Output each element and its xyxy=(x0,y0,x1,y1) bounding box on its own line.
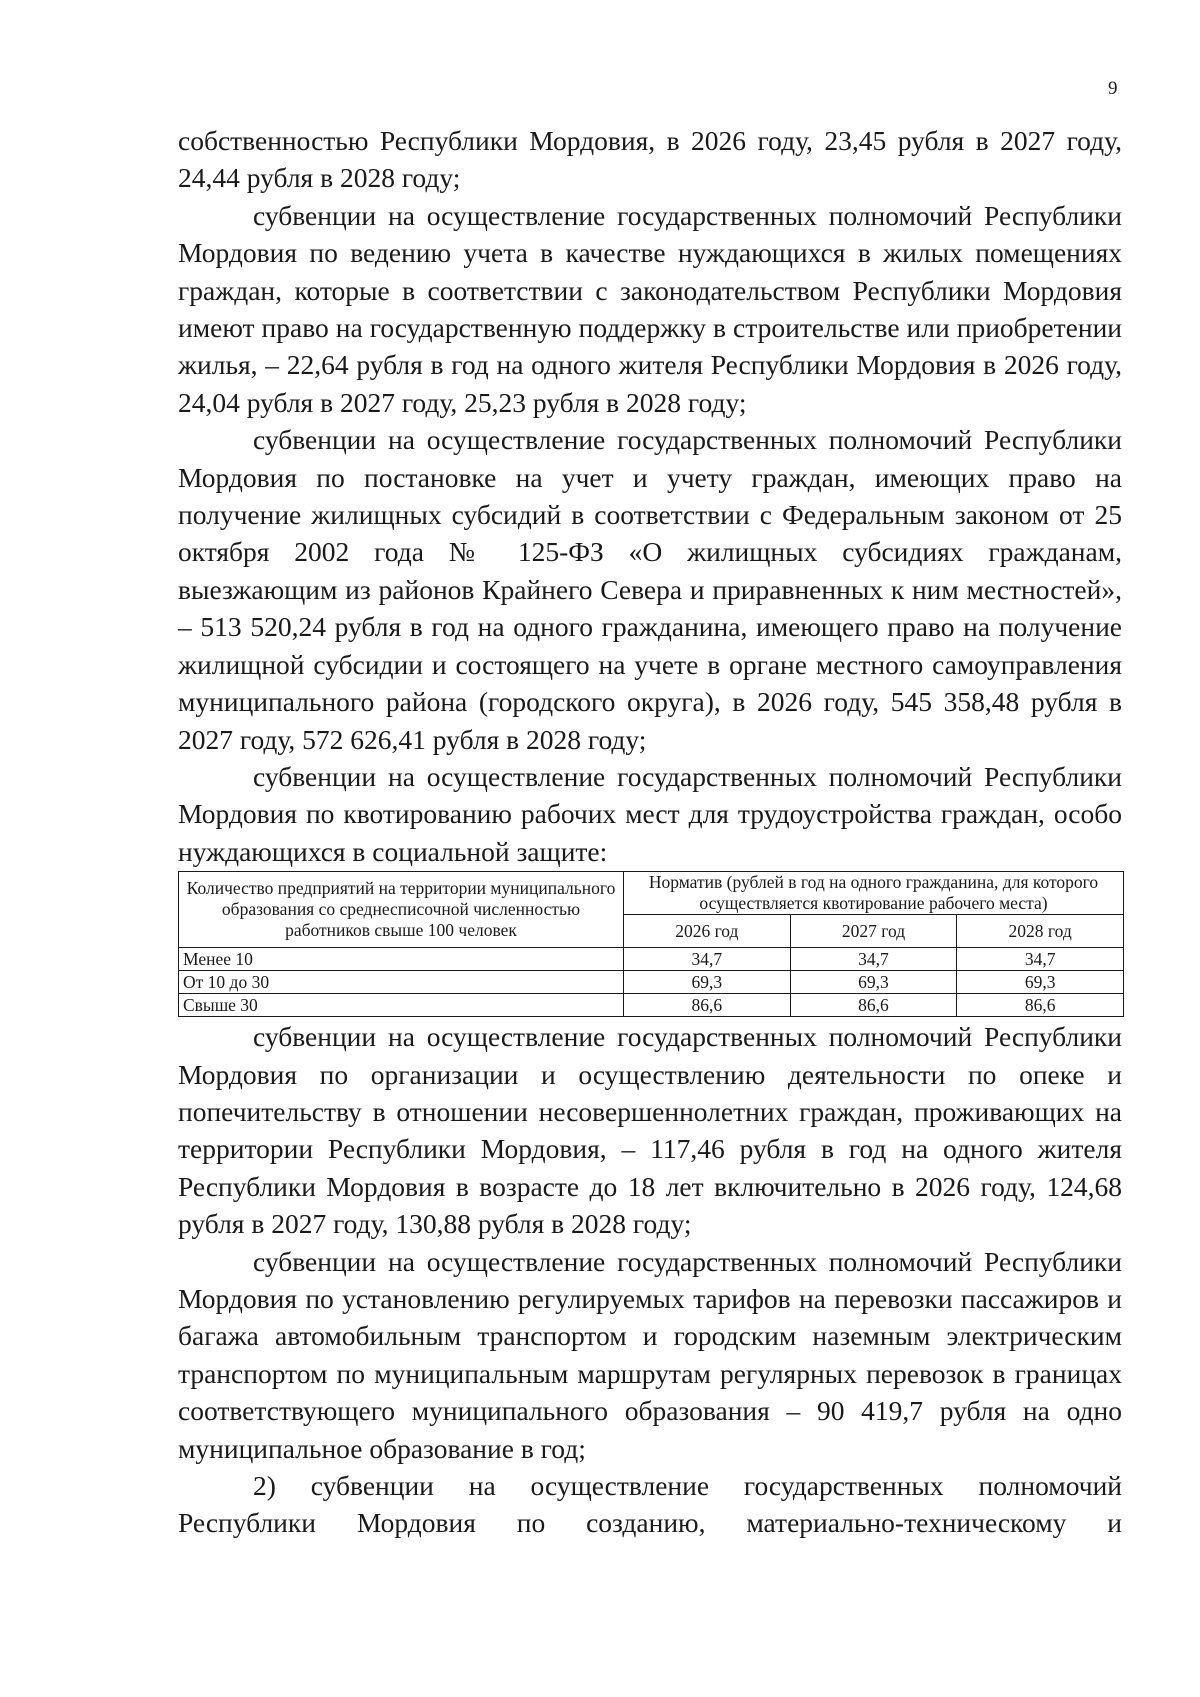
table-cell: 86,6 xyxy=(624,994,791,1017)
paragraph: 2) субвенции на осуществление государственных полномочий Республики Мордовия по созданию, материально-техническому и xyxy=(178,1470,1122,1539)
column-header-year: 2026 год xyxy=(624,915,791,948)
document-body xyxy=(178,122,1122,1542)
paragraph: субвенции на осуществление государственных полномочий Республики Мордовия по организации и осуществлению деятельности по опеке и попечительству в отношении несовершеннолетних граждан, проживающих на территории Республики Мордовия, – 117,46 рубля в год на одного жителя Республики Мордовия в возрасте до 18 лет включительно в 2026 году, 124,68 рубля в 2027 году, 130,88 рубля в 2028 году; xyxy=(178,1021,1122,1240)
column-header-year: 2027 год xyxy=(790,915,957,948)
table-row xyxy=(179,948,1124,971)
paragraph: субвенции на осуществление государственных полномочий Республики Мордовия по установлению регулируемых тарифов на перевозки пассажиров и багажа автомобильным транспортом и городским наземным электрическим транспортом по муниципальным маршрутам регулярных перевозок в границах соответствующего муниципального образования – 90 419,7 рубля на одно муниципальное образование в год; xyxy=(178,1245,1122,1464)
table-cell: 34,7 xyxy=(624,948,791,971)
row-label: Менее 10 xyxy=(179,948,624,971)
row-label: От 10 до 30 xyxy=(179,971,624,994)
row-label: Свыше 30 xyxy=(179,994,624,1017)
table-row xyxy=(179,971,1124,994)
table-cell: 69,3 xyxy=(624,971,791,994)
paragraph: субвенции на осуществление государственных полномочий Республики Мордовия по постановке на учет и учету граждан, имеющих право на получение жилищных субсидий в соответствии с Федеральным законом от 25 октября 2002 года № 125-ФЗ «О жилищных субсидиях гражданам, выезжающим из районов Крайнего Севера и приравненных к ним местностей», – 513 520,24 рубля в год на одного гражданина, имеющего право на получение жилищной субсидии и состоящего на учете в органе местного самоуправления муниципального района (городского округа), в 2026 году, 545 358,48 рубля в 2027 году, 572 626,41 рубля в 2028 году; xyxy=(178,424,1122,755)
table-cell: 69,3 xyxy=(957,971,1124,994)
table-cell: 69,3 xyxy=(790,971,957,994)
page-number: 9 xyxy=(1108,78,1118,99)
column-header-year: 2028 год xyxy=(957,915,1124,948)
paragraph: субвенции на осуществление государственных полномочий Республики Мордовия по квотированию рабочих мест для трудоустройства граждан, особо нуждающихся в социальной защите: xyxy=(178,760,1122,867)
table-cell: 34,7 xyxy=(957,948,1124,971)
quota-norm-table xyxy=(178,871,1124,1017)
paragraph: субвенции на осуществление государственных полномочий Республики Мордовия по ведению учета в качестве нуждающихся в жилых помещениях граждан, которые в соответствии с законодательством Республики Мордовия имеют право на государственную поддержку в строительстве или приобретении жилья, – 22,64 рубля в год на одного жителя Республики Мордовия в 2026 году, 24,04 рубля в 2027 году, 25,23 рубля в 2028 году; xyxy=(178,199,1122,418)
column-group-header-norm: Норматив (рублей в год на одного гражданина, для которого осуществляется квотирование рабочего места) xyxy=(624,872,1124,915)
table-cell: 86,6 xyxy=(790,994,957,1017)
table-cell: 34,7 xyxy=(790,948,957,971)
table-cell: 86,6 xyxy=(957,994,1124,1017)
column-header-enterprises: Количество предприятий на территории муниципального образования со среднесписочной численностью работников свыше 100 человек xyxy=(179,872,624,948)
paragraph: собственностью Республики Мордовия, в 2026 году, 23,45 рубля в 2027 году, 24,44 рубля в 2028 году; xyxy=(178,125,1122,194)
table-row xyxy=(179,994,1124,1017)
